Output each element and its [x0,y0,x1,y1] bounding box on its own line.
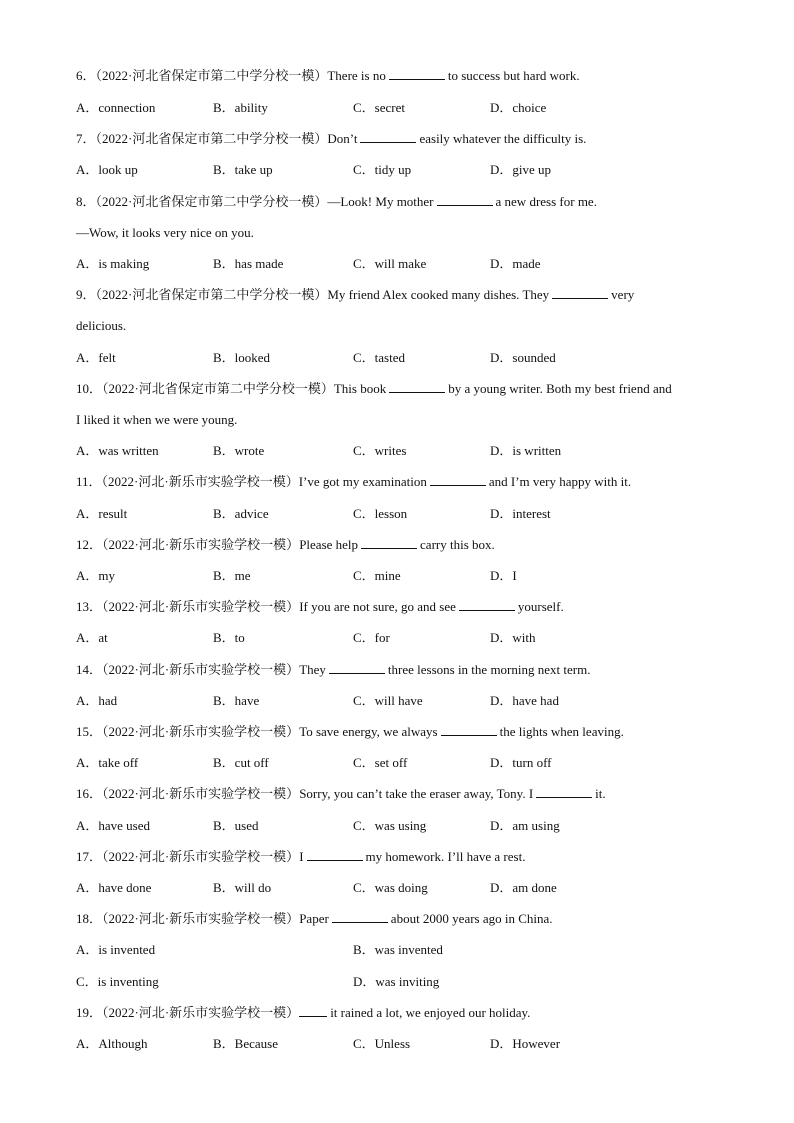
option-c: C．mine [353,568,401,583]
option-b: B．wrote [213,443,265,458]
option-b: B．me [213,568,251,583]
question-text-after: and I’m very happy with it. [488,474,632,489]
question-text-after: very [611,287,635,302]
question-source: （2022·河北省保定市第二中学分校一模） [95,131,328,146]
option-c: C．Unless [353,1036,411,1051]
question-number: 15． [76,724,103,739]
question-text: If you are not sure, go and see [299,599,456,614]
option-a: A．felt [76,350,116,365]
answer-blank [437,194,493,206]
question-text: Please help [299,537,359,552]
option-b: B．will do [213,880,272,895]
question-9 [76,287,736,303]
question-number: 6． [76,68,96,83]
option-a: A．result [76,506,128,521]
option-a: A．at [76,630,108,645]
question-text-after: the lights when leaving. [499,724,624,739]
question-source: （2022·河北·新乐市实验学校一模） [102,662,300,677]
question-number: 19． [76,1005,103,1020]
question-number: 13． [76,599,103,614]
option-c: C．for [353,630,390,645]
question-number: 18． [76,911,103,926]
option-a: A．was written [76,443,159,458]
answer-blank [389,68,445,80]
question-18 [76,911,736,927]
option-a: A．had [76,693,118,708]
question-10 [76,381,736,397]
option-d: D．have had [490,693,559,708]
option-d: D．made [490,256,541,271]
answer-blank [360,131,416,143]
question-source: （2022·河北·新乐市实验学校一模） [102,599,300,614]
question-11 [76,474,736,490]
question-text: They [299,662,326,677]
question-number: 12． [76,537,103,552]
option-b: B．advice [213,506,269,521]
question-text: I [299,849,304,864]
question-17 [76,849,736,865]
option-a: A．is invented [76,942,156,957]
question-number: 10． [76,381,103,396]
option-d: D．with [490,630,536,645]
question-text: To save energy, we always [299,724,438,739]
question-text-after: easily whatever the difficulty is. [419,131,587,146]
answer-blank [389,381,445,393]
question-source: （2022·河北·新乐市实验学校一模） [102,724,300,739]
answer-blank [459,599,515,611]
question-15 [76,724,736,740]
answer-blank [536,786,592,798]
question-text: —Look! My mother [327,194,434,209]
option-d: D．choice [490,100,547,115]
question-text-after: my homework. I’ll have a rest. [365,849,526,864]
question-19 [76,1005,736,1021]
option-d: D．am using [490,818,560,833]
question-8 [76,194,736,210]
option-b: B．cut off [213,755,269,770]
option-c: C．will have [353,693,423,708]
option-a: A．Although [76,1036,148,1051]
option-d: D．interest [490,506,551,521]
option-a: A．have used [76,818,151,833]
question-text: This book [333,381,387,396]
question-source: （2022·河北·新乐市实验学校一模） [101,474,299,489]
question-source: （2022·河北省保定市第二中学分校一模） [95,287,328,302]
option-a: A．my [76,568,116,583]
question-source: （2022·河北·新乐市实验学校一模） [102,786,300,801]
option-b: B．Because [213,1036,278,1051]
question-source: （2022·河北·新乐市实验学校一模） [102,1005,300,1020]
option-c: C．tasted [353,350,405,365]
question-text-after: by a young writer. Both my best friend and [448,381,672,396]
question-source: （2022·河北省保定市第二中学分校一模） [95,194,328,209]
option-c: C．writes [353,443,407,458]
question-14 [76,662,736,678]
option-d: D．I [490,568,517,583]
question-text-after: carry this box. [420,537,495,552]
question-number: 16． [76,786,103,801]
answer-blank [361,537,417,549]
question-7 [76,131,736,147]
option-b: B．was invented [353,942,443,957]
option-d: D．sounded [490,350,556,365]
option-d: D．was inviting [353,974,440,989]
option-a: A．have done [76,880,152,895]
question-text-after: a new dress for me. [495,194,597,209]
answer-blank [430,474,486,486]
question-source: （2022·河北·新乐市实验学校一模） [102,911,300,926]
answer-blank [332,911,388,923]
question-6 [76,68,736,84]
question-text-after: it. [595,786,606,801]
question-text: My friend Alex cooked many dishes. They [327,287,550,302]
option-c: C．will make [353,256,427,271]
option-c: C．secret [353,100,405,115]
answer-blank [552,287,608,299]
option-a: A．look up [76,162,138,177]
question-12 [76,537,736,553]
question-text: Paper [299,911,329,926]
option-b: B．used [213,818,259,833]
question-number: 11． [76,474,102,489]
question-number: 14． [76,662,103,677]
option-c: C．was using [353,818,427,833]
answer-blank [299,1005,327,1017]
option-a: A．take off [76,755,139,770]
question-number: 17． [76,849,103,864]
option-b: B．ability [213,100,268,115]
question-text-after: it rained a lot, we enjoyed our holiday. [330,1005,531,1020]
option-a: A．is making [76,256,150,271]
question-text: Sorry, you can’t take the eraser away, Tony. I [299,786,534,801]
option-c: C．was doing [353,880,428,895]
option-a: A．connection [76,100,156,115]
option-b: B．looked [213,350,271,365]
answer-blank [441,724,497,736]
question-text-after: three lessons in the morning next term. [387,662,591,677]
question-text-after: yourself. [517,599,564,614]
question-number: 7． [76,131,96,146]
option-c: C．lesson [353,506,408,521]
option-d: D．give up [490,162,552,177]
option-b: B．has made [213,256,284,271]
question-13 [76,599,736,615]
option-d: D．However [490,1036,561,1051]
option-d: D．is written [490,443,562,458]
option-d: D．turn off [490,755,552,770]
option-c: C．is inventing [76,974,159,989]
question-text-after: to success but hard work. [447,68,580,83]
question-number: 8． [76,194,96,209]
option-b: B．take up [213,162,273,177]
question-text: Don’t [327,131,358,146]
question-text: I’ve got my examination [298,474,427,489]
question-8-line2: —Wow, it looks very nice on you. [76,225,254,240]
question-9-line2: delicious. [76,318,127,333]
question-text-after: about 2000 years ago in China. [390,911,553,926]
question-number: 9． [76,287,96,302]
option-c: C．tidy up [353,162,412,177]
question-source: （2022·河北·新乐市实验学校一模） [102,537,300,552]
question-source: （2022·河北·新乐市实验学校一模） [102,849,300,864]
question-source: （2022·河北省保定市第二中学分校一模） [95,68,328,83]
answer-blank [329,662,385,674]
question-source: （2022·河北省保定市第二中学分校一模） [102,381,334,396]
question-16 [76,786,736,802]
option-d: D．am done [490,880,557,895]
question-10-line2: I liked it when we were young. [76,412,238,427]
option-c: C．set off [353,755,408,770]
answer-blank [307,849,363,861]
option-b: B．to [213,630,245,645]
question-text: There is no [327,68,386,83]
option-b: B．have [213,693,260,708]
